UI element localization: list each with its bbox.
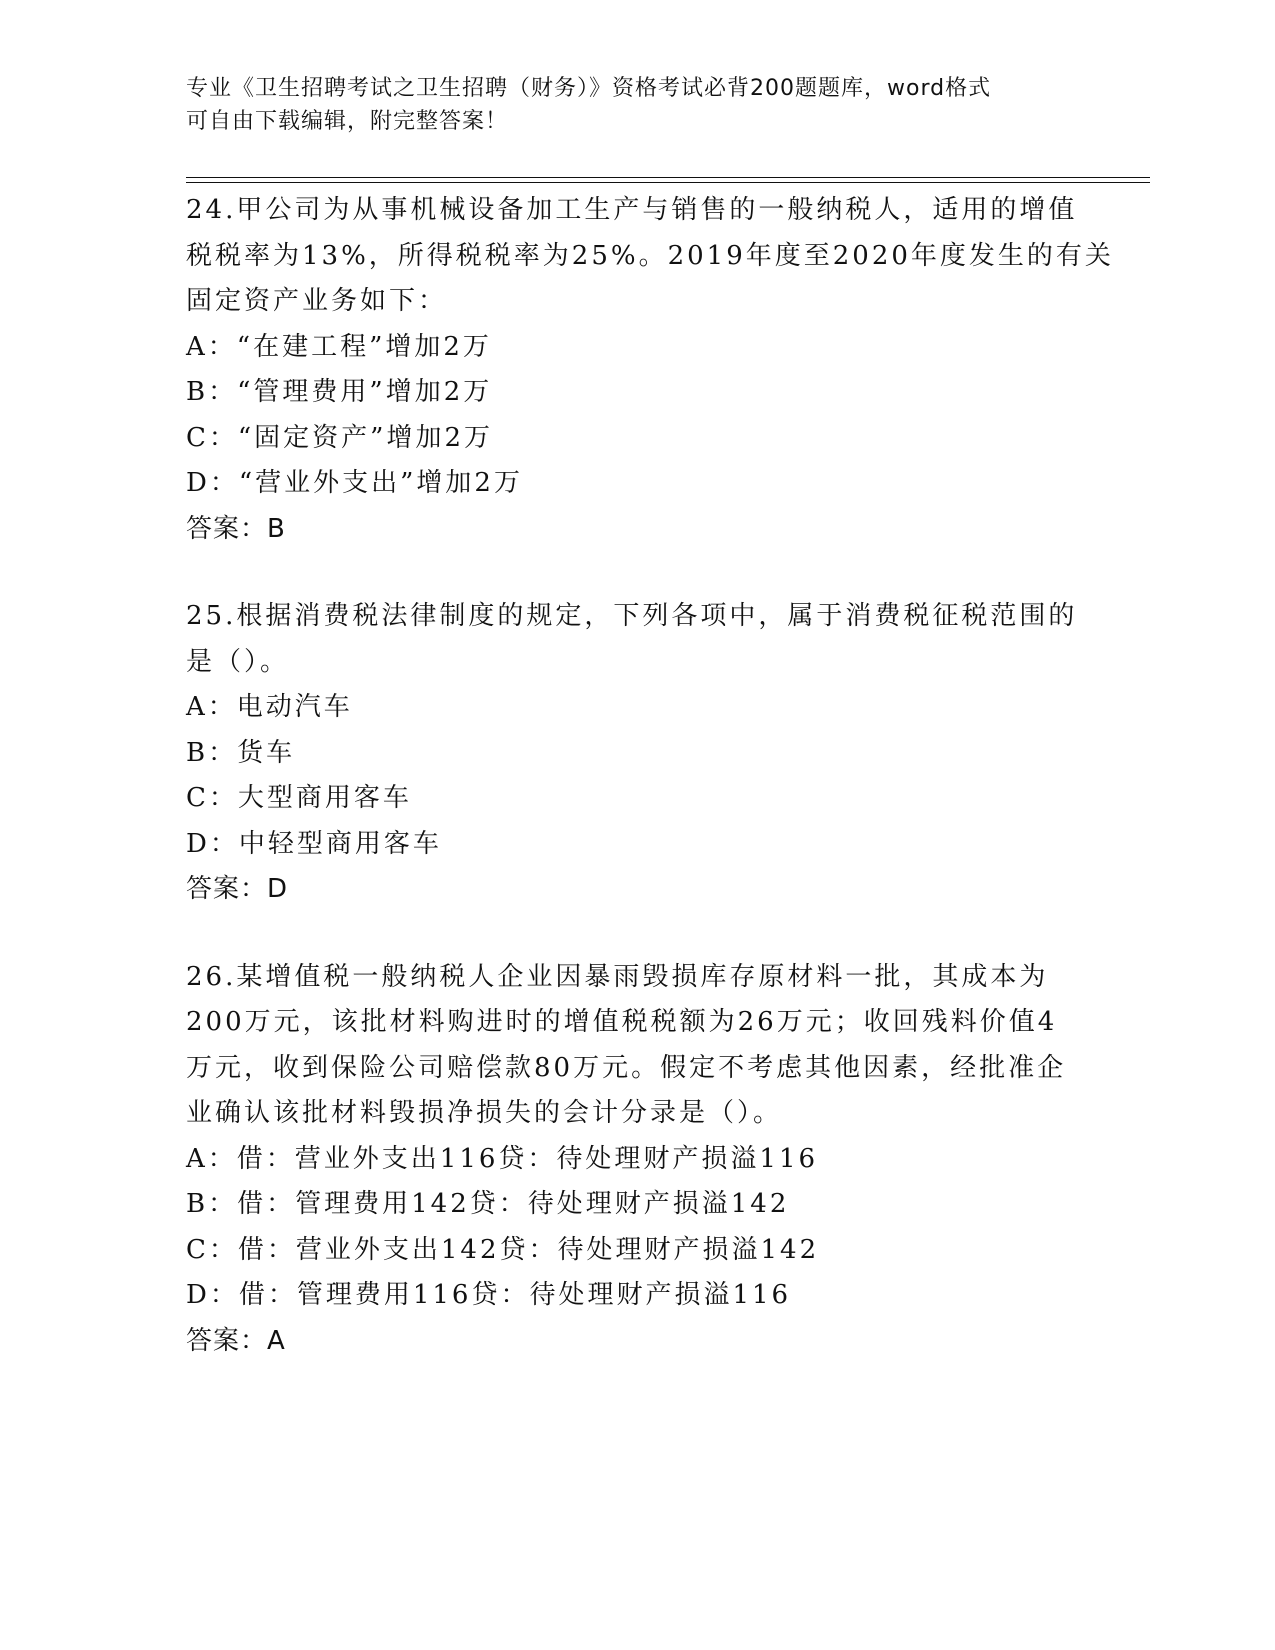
question-stem-line: 固定资产业务如下： (186, 286, 448, 316)
option-c: C：“固定资产”增加2万 (186, 422, 494, 453)
document-header (186, 72, 1066, 138)
answer-line: 答案：A (186, 1325, 286, 1356)
question-stem-line: 26.某增值税一般纳税人企业因暴雨毁损库存原材料一批，其成本为 (186, 961, 1049, 992)
question-26 (186, 955, 1086, 1365)
question-24 (186, 188, 1114, 552)
option-a: A：借：营业外支出116贷：待处理财产损溢116 (186, 1143, 819, 1174)
option-a: A：电动汽车 (186, 692, 353, 722)
header-divider-top (186, 177, 1150, 178)
question-stem-line: 业确认该批材料毁损净损失的会计分录是（）。 (186, 1098, 783, 1128)
option-a: A：“在建工程”增加2万 (186, 331, 492, 362)
answer-line: 答案：B (186, 513, 286, 544)
question-25 (186, 594, 1086, 913)
question-stem-line: 200万元，该批材料购进时的增值税税额为26万元；收回残料价值4 (186, 1007, 1058, 1037)
option-c: C：大型商用客车 (186, 783, 412, 813)
option-d: D：中轻型商用客车 (186, 828, 442, 859)
question-stem-line: 24.甲公司为从事机械设备加工生产与销售的一般纳税人，适用的增值 (186, 195, 1078, 225)
option-d: D：“营业外支出”增加2万 (186, 468, 523, 498)
answer-line: 答案：D (186, 874, 289, 904)
option-b: B：“管理费用”增加2万 (186, 377, 493, 407)
option-c: C：借：营业外支出142贷：待处理财产损溢142 (186, 1234, 820, 1265)
option-d: D：借：管理费用116贷：待处理财产损溢116 (186, 1280, 792, 1310)
option-b: B：货车 (186, 737, 296, 768)
option-b: B：借：管理费用142贷：待处理财产损溢142 (186, 1189, 790, 1219)
header-line: 可自由下载编辑，附完整答案！ (186, 109, 509, 134)
question-stem-line: 25.根据消费税法律制度的规定，下列各项中，属于消费税征税范围的 (186, 601, 1078, 631)
question-stem-line: 税税率为13%，所得税税率为25%。2019年度至2020年度发生的有关 (186, 240, 1114, 271)
question-list (186, 188, 1114, 1406)
question-stem-line: 是（）。 (186, 646, 290, 677)
header-divider-bottom (186, 182, 1150, 183)
header-line: 专业《卫生招聘考试之卫生招聘（财务）》资格考试必背200题题库，word格式 (186, 76, 992, 101)
question-stem-line: 万元，收到保险公司赔偿款80万元。假定不考虑其他因素，经批准企 (186, 1052, 1067, 1083)
